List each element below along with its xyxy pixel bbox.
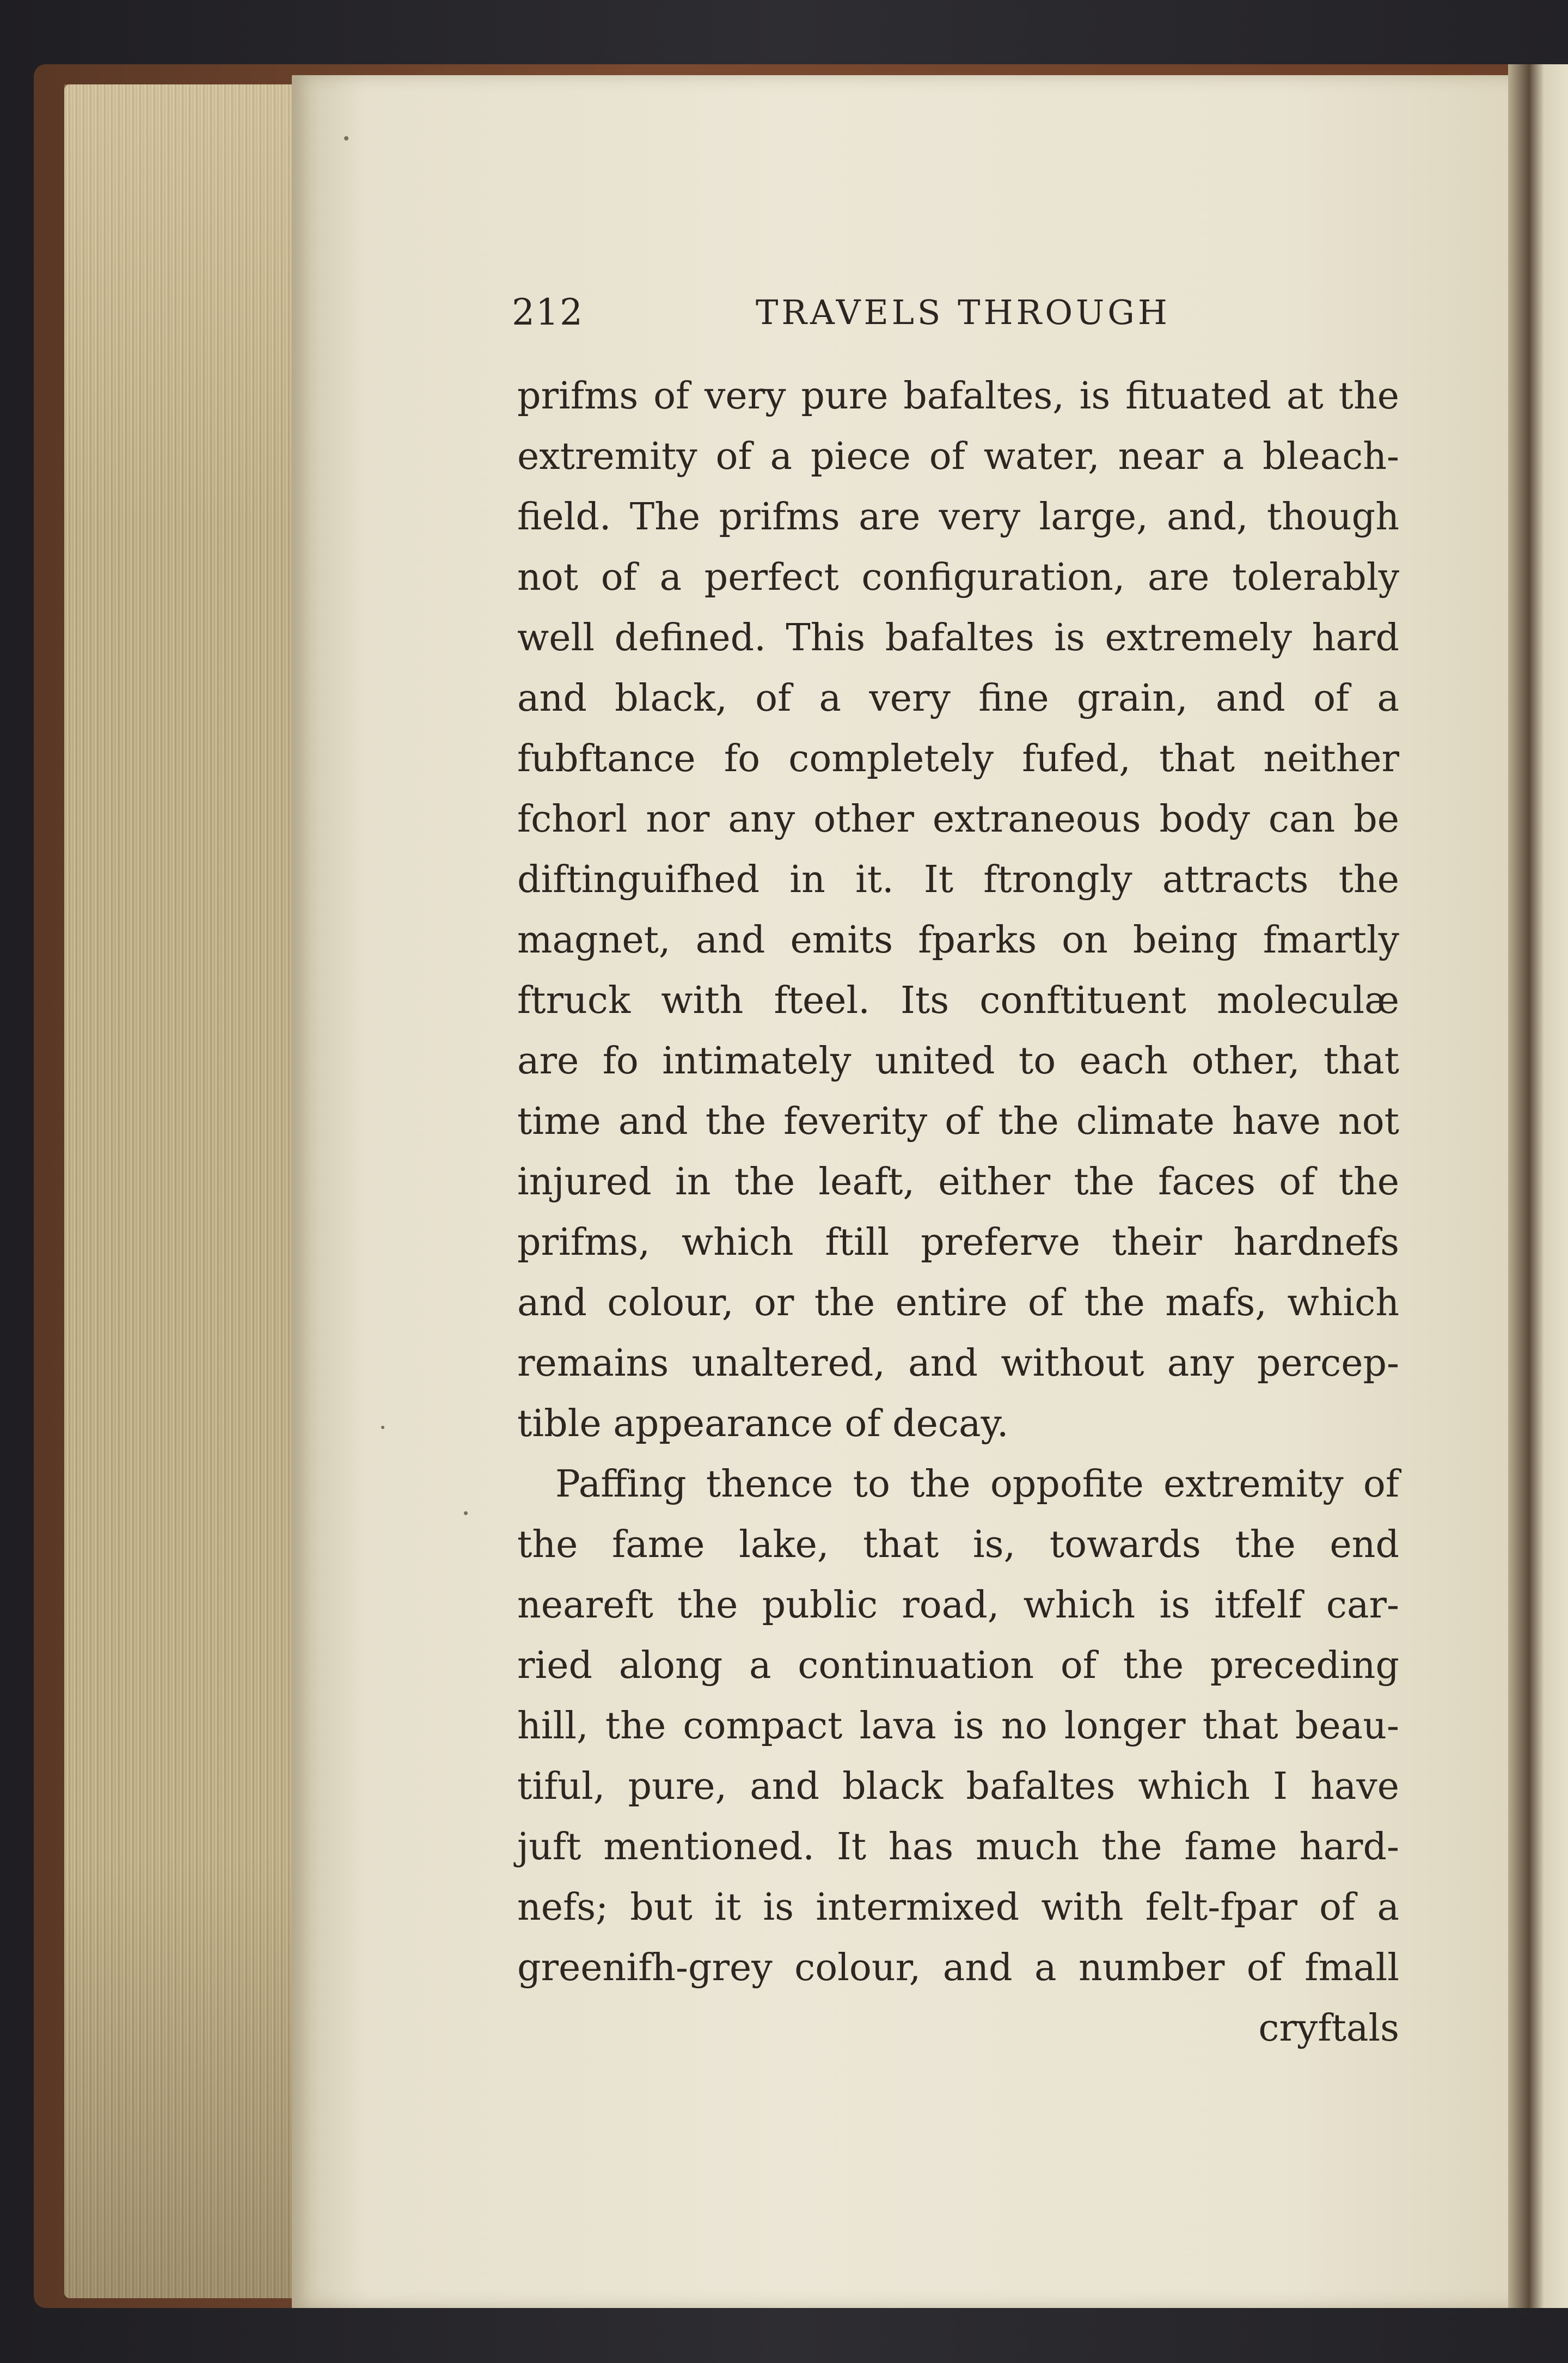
text-line: well defined. This bafaltes is extremely hard <box>517 616 1399 660</box>
text-line: extremity of a piece of water, near a bleach- <box>517 435 1399 478</box>
paper-speck <box>344 136 348 141</box>
text-line: the fame lake, that is, towards the end <box>517 1523 1399 1566</box>
text-line: neareft the public road, which is itfelf car- <box>517 1584 1399 1627</box>
paragraph-start-line: Paffing thence to the oppofite extremity of <box>555 1463 1399 1506</box>
text-line: fchorl nor any other extraneous body can be <box>517 798 1399 841</box>
text-line: nefs; but it is intermixed with felt-fpar of a <box>517 1886 1399 1929</box>
paper-speck <box>381 1426 384 1429</box>
text-line: fubftance fo completely fufed, that neither <box>517 737 1399 780</box>
text-line: remains unaltered, and without any percep- <box>517 1342 1399 1385</box>
text-line: field. The prifms are very large, and, though <box>517 496 1399 539</box>
paragraph-end-line: tible appearance of decay. <box>517 1402 1009 1445</box>
text-line: and black, of a very fine grain, and of a <box>517 677 1399 720</box>
text-line: prifms, which ftill preferve their hardnefs <box>517 1221 1399 1264</box>
text-line: and colour, or the entire of the mafs, which <box>517 1281 1399 1324</box>
text-line: not of a perfect configuration, are tolerably <box>517 556 1399 599</box>
text-line: ried along a continuation of the preceding <box>517 1644 1399 1687</box>
text-line: time and the feverity of the climate have not <box>517 1100 1399 1143</box>
text-line: juft mentioned. It has much the fame hard- <box>517 1825 1399 1869</box>
text-line: hill, the compact lava is no longer that beau- <box>517 1705 1399 1748</box>
text-line: greenifh-grey colour, and a number of fmall <box>517 1946 1399 1989</box>
page-edges-shading <box>64 84 294 2298</box>
text-line: tiful, pure, and black bafaltes which I have <box>517 1765 1399 1808</box>
text-line: diftinguifhed in it. It ftrongly attracts the <box>517 858 1399 901</box>
page-header <box>512 291 1405 340</box>
catchword: cryftals <box>1258 2007 1399 2050</box>
text-line: are fo intimately united to each other, that <box>517 1040 1399 1083</box>
running-head: TRAVELS THROUGH <box>756 292 1171 332</box>
paper-speck <box>464 1511 468 1515</box>
text-line: ftruck with fteel. Its conftituent moleculæ <box>517 979 1399 1022</box>
text-line: magnet, and emits fparks on being fmartly <box>517 919 1399 962</box>
body-text <box>517 366 1399 2059</box>
page-number: 212 <box>512 291 584 333</box>
text-line: injured in the leaft, either the faces of the <box>517 1161 1399 1204</box>
text-line: prifms of very pure bafaltes, is fituated at the <box>517 375 1399 418</box>
facing-page-edge <box>1508 64 1568 2308</box>
